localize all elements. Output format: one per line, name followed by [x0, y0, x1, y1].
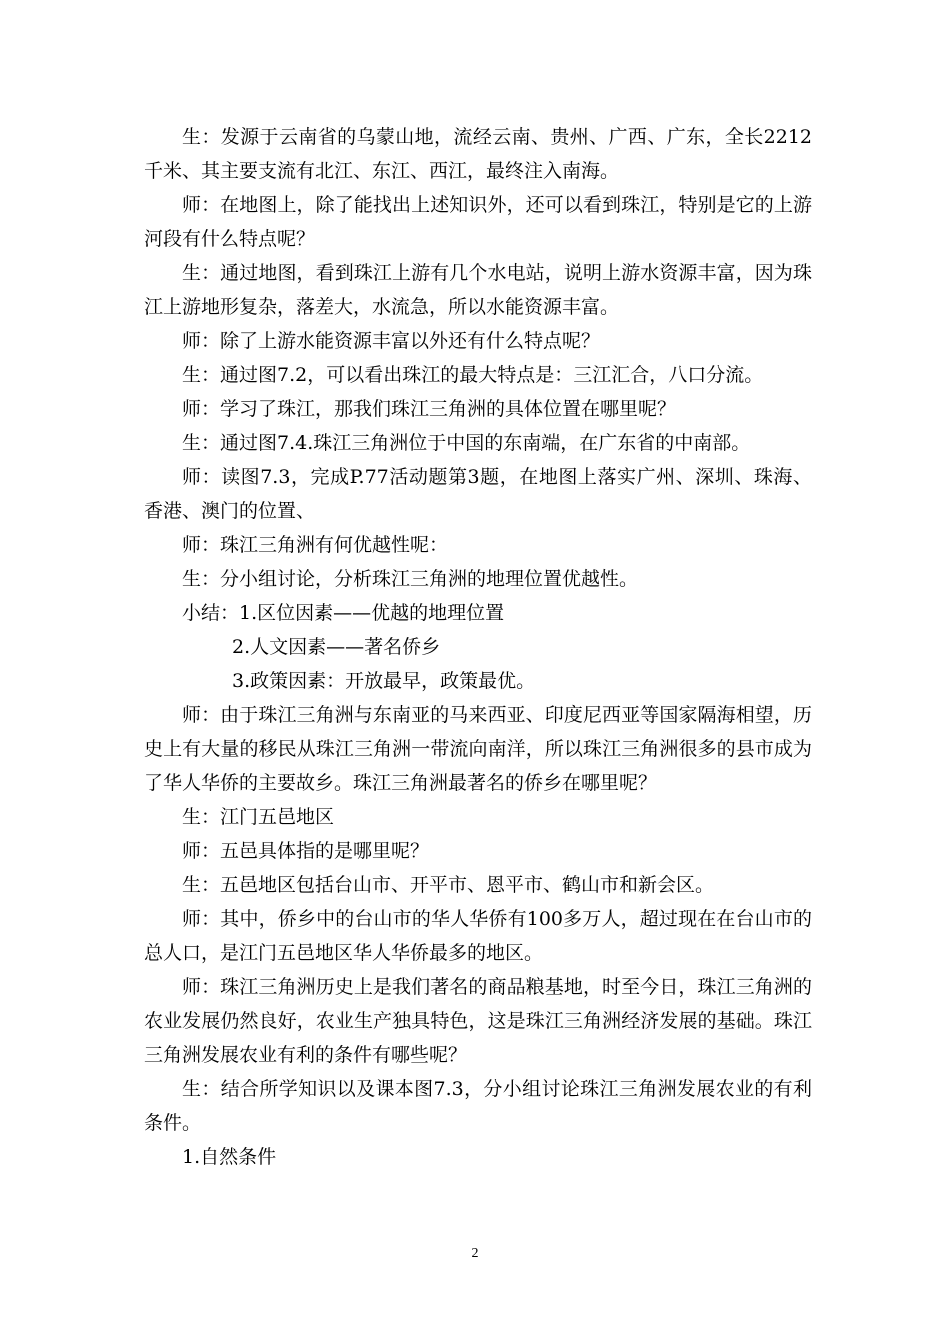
paragraph: 师：其中，侨乡中的台山市的华人华侨有100多万人，超过现在在台山市的总人口，是江门五邑地区华人华侨最多的地区。: [144, 908, 812, 964]
paragraph: 师：除了上游水能资源丰富以外还有什么特点呢？: [182, 330, 601, 352]
page-number: 2: [471, 1246, 479, 1261]
paragraph: 生：通过地图，看到珠江上游有几个水电站，说明上游水资源丰富，因为珠江上游地形复杂，落差大，水流急，所以水能资源丰富。: [144, 262, 812, 318]
paragraph: 师：珠江三角洲历史上是我们著名的商品粮基地，时至今日，珠江三角洲的农业发展仍然良好，农业生产独具特色，这是珠江三角洲经济发展的基础。珠江三角洲发展农业有利的条件有哪些呢？: [144, 976, 812, 1066]
summary-item-policy: 3.政策因素：开放最早，政策最优。: [232, 670, 536, 692]
paragraph: 师：由于珠江三角洲与东南亚的马来西亚、印度尼西亚等国家隔海相望，历史上有大量的移民从珠江三角洲一带流向南洋，所以珠江三角洲很多的县市成为了华人华侨的主要故乡。珠江三角洲最著名的侨乡在哪里呢？: [144, 704, 812, 794]
paragraph: 师：五邑具体指的是哪里呢？: [182, 840, 430, 862]
paragraph: 师：学习了珠江，那我们珠江三角洲的具体位置在哪里呢？: [182, 398, 677, 420]
summary-item-location: 小结：1.区位因素——优越的地理位置: [182, 602, 505, 624]
summary-item-culture: 2.人文因素——著名侨乡: [232, 636, 441, 658]
paragraph: 师：读图7.3，完成P.77活动题第3题，在地图上落实广州、深圳、珠海、香港、澳门的位置、: [144, 466, 812, 522]
paragraph: 生：通过图7.2，可以看出珠江的最大特点是：三江汇合，八口分流。: [182, 364, 764, 386]
paragraph: 1.自然条件: [182, 1146, 277, 1168]
paragraph: 生：通过图7.4.珠江三角洲位于中国的东南端，在广东省的中南部。: [182, 432, 751, 454]
paragraph: 生：江门五邑地区: [182, 806, 335, 828]
paragraph: 生：发源于云南省的乌蒙山地，流经云南、贵州、广西、广东，全长2212千米、其主要支流有北江、东江、西江，最终注入南海。: [144, 126, 812, 182]
paragraph: 生：五邑地区包括台山市、开平市、恩平市、鹤山市和新会区。: [182, 874, 715, 896]
paragraph: 生：分小组讨论，分析珠江三角洲的地理位置优越性。: [182, 568, 639, 590]
paragraph: 师：在地图上，除了能找出上述知识外，还可以看到珠江，特别是它的上游河段有什么特点呢？: [144, 194, 812, 250]
paragraph: 生：结合所学知识以及课本图7.3，分小组讨论珠江三角洲发展农业的有利条件。: [144, 1078, 812, 1134]
document-body: [144, 120, 812, 1174]
paragraph: 师：珠江三角洲有何优越性呢：: [182, 534, 449, 556]
